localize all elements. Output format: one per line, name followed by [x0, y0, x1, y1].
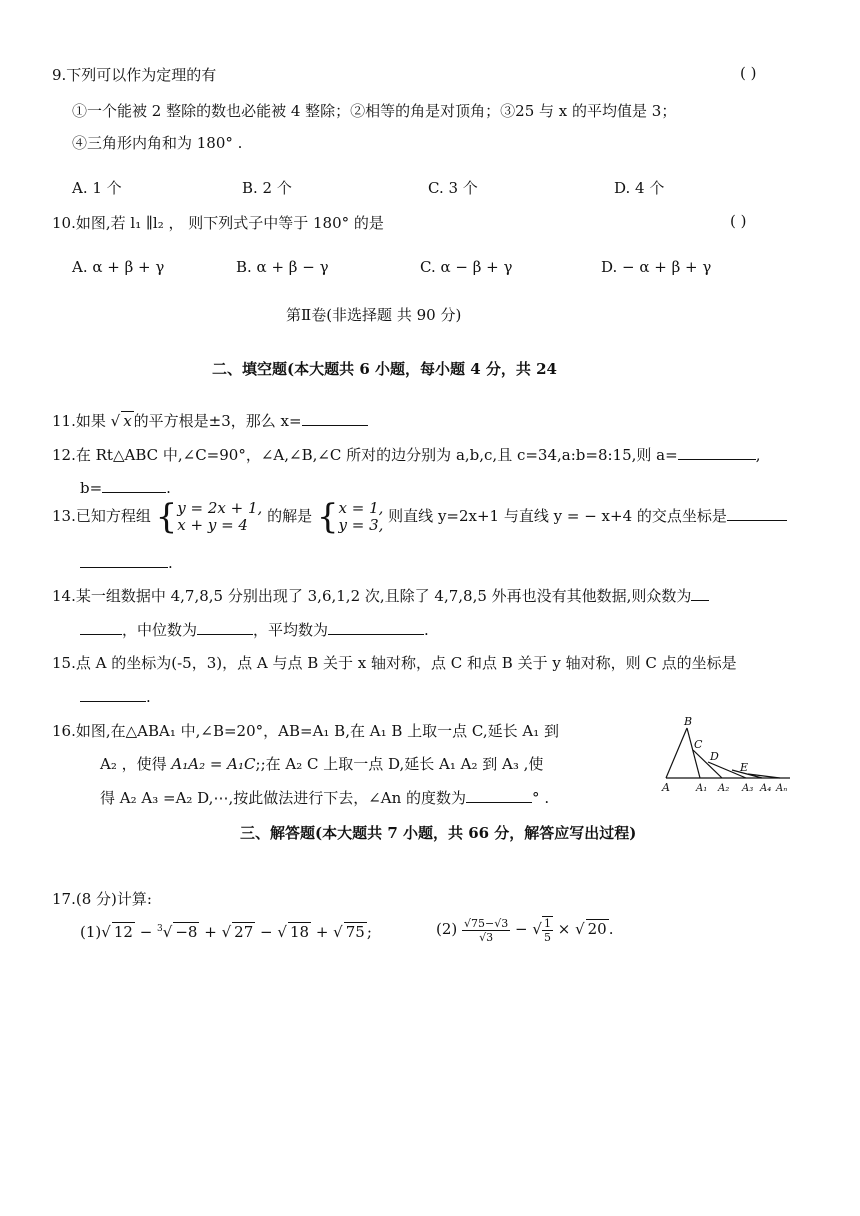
q16-line1: 16.如图,在△ABA₁ 中,∠B=20°，AB=A₁ B,在 A₁ B 上取一点 C,延长 A₁ 到 — [52, 722, 560, 740]
q11-pre: 11.如果 — [52, 412, 111, 430]
q14-line2: ，中位数为 ，平均数为 . — [80, 619, 429, 640]
q17-part1: (1)√ 12 − $^3$√ −8 + √ 27 − √ 18 + √ 75 ; — [80, 923, 372, 941]
section2-fill-heading: 二、填空题(本大题共 6 小题，每小题 4 分，共 24 — [212, 360, 557, 378]
q10-option-c: C. α − β + γ — [420, 258, 513, 276]
q17-part2-fraction: $\frac{√75-√3}{√3}$ — [464, 916, 509, 944]
q9-option-c: C. 3 个 — [428, 179, 478, 197]
q13-pre: 13.已知方程组 — [52, 507, 151, 525]
section2-title: 第Ⅱ卷(非选择题 共 90 分) — [286, 306, 462, 324]
segment-ab — [666, 728, 687, 778]
q13-post: 则直线 y=2x+1 与直线 y = − x+4 的交点坐标是 — [388, 507, 727, 525]
q10-stem: 10.如图,若 l₁ ∥l₂ ， 则下列式子中等于 180° 的是 — [52, 214, 384, 232]
q9-option-a: A. 1 个 — [72, 179, 122, 197]
q11-post: 的平方根是±3，那么 x= — [133, 412, 302, 430]
q15-line1: 15.点 A 的坐标为(-5，3)，点 A 与点 B 关于 x 轴对称，点 C 和点 B 关于 y 轴对称，则 C 点的坐标是 — [52, 654, 737, 672]
segment-ba1 — [687, 728, 700, 778]
q13-line1 — [52, 497, 787, 537]
q16-equation: A₁A₂ = A₁C — [171, 755, 256, 773]
q14-blank-mode-part1[interactable] — [691, 585, 709, 601]
q14-blank-mean[interactable] — [328, 619, 424, 635]
label-a4: A₄ — [760, 783, 772, 794]
label-b: B — [684, 715, 693, 728]
q12-b-label: b= — [80, 479, 103, 497]
label-a2: A₂ — [718, 783, 730, 794]
q12-comma: , — [755, 446, 761, 464]
label-e: E — [740, 761, 749, 774]
q9-option-d: D. 4 个 — [614, 179, 665, 197]
q11-radicand: x — [123, 412, 132, 430]
q9-option-b: B. 2 个 — [242, 179, 292, 197]
q13-line2: . — [80, 552, 173, 572]
q16-line3: 得 A₂ A₃ =A₂ D,⋯,按此做法进行下去，∠An 的度数为 ° . — [100, 789, 550, 807]
q17-part2: (2) $\frac{√75-√3}{√3}$ − √ $\frac{1}{5}$ × √ 20 . — [436, 916, 614, 944]
q9-statements-line2: ④三角形内角和为 180° . — [72, 134, 243, 152]
label-an: Aₙ — [776, 783, 788, 794]
label-c: C — [694, 738, 703, 751]
q13-system-solution: { x = 1, y = 3, — [316, 497, 384, 537]
q13-blank-part2[interactable] — [80, 552, 168, 568]
q14-text: 14.某一组数据中 4,7,8,5 分别出现了 3,6,1,2 次,且除了 4,7,8,5 外再也没有其他数据,则众数为 — [52, 587, 692, 605]
q12-line1 — [52, 444, 760, 465]
q13-system-equations: { y = 2x + 1, x + y = 4 — [155, 497, 263, 537]
q17-part2-radical-fraction: $\frac{1}{5}$ — [543, 917, 551, 944]
q16-triangle-figure — [660, 712, 800, 798]
q9-answer-paren: ( ) — [740, 64, 757, 82]
q15-answer-blank[interactable] — [80, 686, 146, 702]
label-a3: A₃ — [742, 783, 754, 794]
label-d: D — [710, 750, 719, 763]
q15-line2: . — [80, 686, 151, 706]
q10-option-d: D. − α + β + γ — [601, 258, 712, 276]
label-a: A — [662, 781, 670, 794]
q11-answer-blank[interactable] — [302, 410, 368, 426]
label-a1: A₁ — [696, 783, 708, 794]
q14-blank-median[interactable] — [197, 619, 253, 635]
q12-line2: b= . — [80, 479, 171, 497]
q12-blank-a[interactable] — [678, 444, 756, 460]
q13-mid: 的解是 — [267, 507, 313, 525]
q14-blank-mode-part2[interactable] — [80, 619, 122, 635]
q11 — [52, 410, 368, 431]
q9-stem: 9.下列可以作为定理的有 — [52, 66, 217, 84]
q14-line1 — [52, 585, 709, 606]
q9-statements-line1: ①一个能被 2 整除的数也必能被 4 整除；②相等的角是对顶角；③25 与 x 的平均值是 3； — [72, 102, 677, 120]
q10-answer-paren: ( ) — [730, 212, 747, 230]
sqrt-symbol: √ — [110, 412, 121, 430]
q16-answer-blank[interactable] — [466, 787, 532, 803]
q10-option-a: A. α + β + γ — [72, 258, 165, 276]
q17-stem: 17.(8 分)计算: — [52, 890, 152, 908]
section3-heading: 三、解答题(本大题共 7 小题，共 66 分，解答应写出过程) — [240, 824, 637, 842]
q12-blank-b[interactable] — [102, 477, 166, 493]
q13-blank-part1[interactable] — [727, 505, 787, 521]
q16-line2: A₂ ，使得 A₁A₂ = A₁C;;在 A₂ C 上取一点 D,延长 A₁ A₂ 到 A₃ ,使 — [100, 755, 544, 773]
q10-option-b: B. α + β − γ — [236, 258, 329, 276]
q12-text: 12.在 Rt△ABC 中,∠C=90°，∠A,∠B,∠C 所对的边分别为 a,b,c,且 c=34,a:b=8:15,则 a= — [52, 446, 678, 464]
